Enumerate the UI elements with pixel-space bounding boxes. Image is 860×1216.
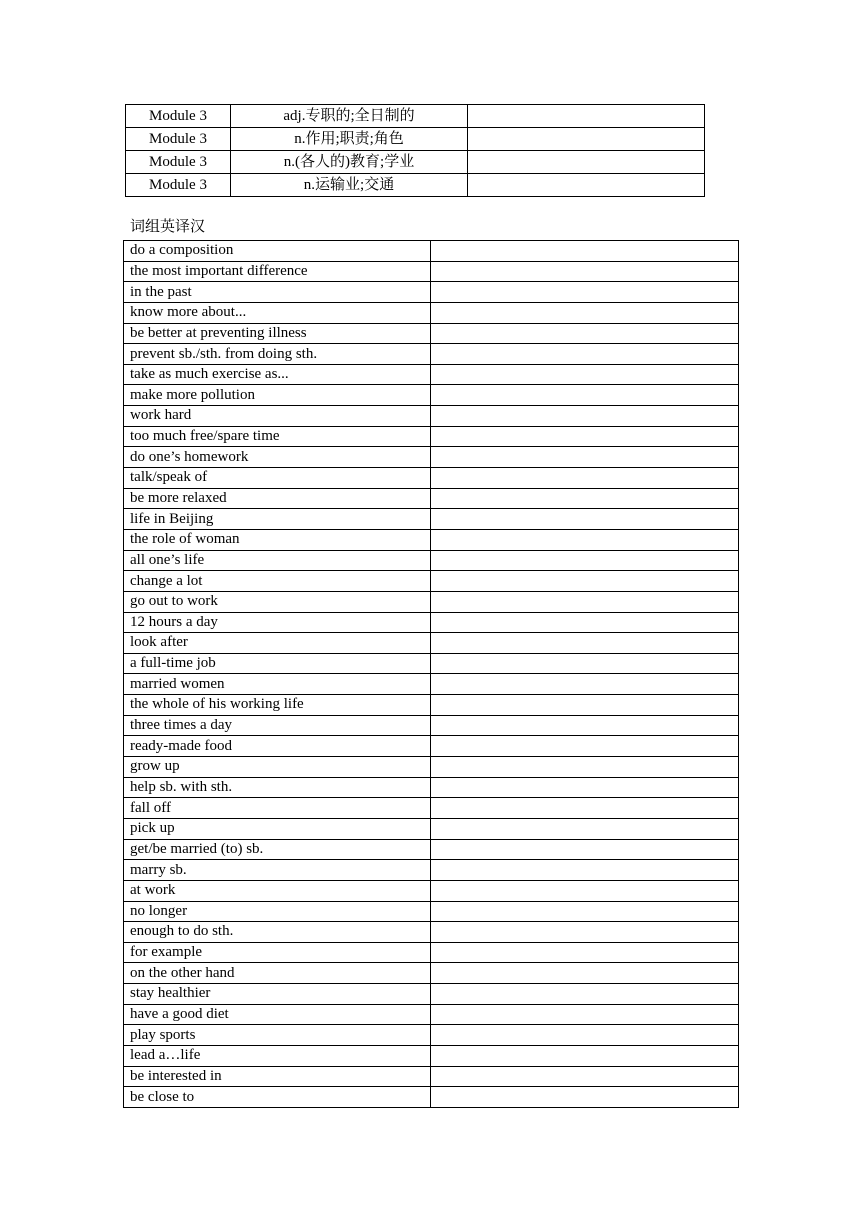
phrase-english-cell: know more about...	[124, 302, 431, 323]
phrase-row	[124, 591, 739, 612]
phrase-english-cell: life in Beijing	[124, 509, 431, 530]
phrase-row	[124, 984, 739, 1005]
phrase-row	[124, 901, 739, 922]
phrase-english-cell: fall off	[124, 798, 431, 819]
phrase-row	[124, 653, 739, 674]
phrase-table-body	[124, 241, 739, 1108]
phrase-row	[124, 1004, 739, 1025]
phrase-row	[124, 695, 739, 716]
vocab-module-cell: Module 3	[126, 128, 231, 151]
phrase-answer-cell[interactable]	[431, 488, 739, 509]
phrase-answer-cell[interactable]	[431, 344, 739, 365]
phrase-answer-cell[interactable]	[431, 633, 739, 654]
phrase-answer-cell[interactable]	[431, 1045, 739, 1066]
phrase-answer-cell[interactable]	[431, 901, 739, 922]
phrase-row	[124, 261, 739, 282]
phrase-answer-cell[interactable]	[431, 529, 739, 550]
phrase-answer-cell[interactable]	[431, 860, 739, 881]
phrase-row	[124, 942, 739, 963]
vocab-row	[126, 174, 705, 197]
phrase-english-cell: lead a…life	[124, 1045, 431, 1066]
phrase-answer-cell[interactable]	[431, 385, 739, 406]
phrase-row	[124, 447, 739, 468]
phrase-row	[124, 1087, 739, 1108]
phrase-english-cell: do one’s homework	[124, 447, 431, 468]
phrase-english-cell: talk/speak of	[124, 468, 431, 489]
phrase-answer-cell[interactable]	[431, 818, 739, 839]
phrase-english-cell: look after	[124, 633, 431, 654]
phrase-english-cell: go out to work	[124, 591, 431, 612]
phrase-english-cell: a full-time job	[124, 653, 431, 674]
vocabulary-table-body	[126, 105, 705, 197]
phrase-row	[124, 1066, 739, 1087]
phrase-answer-cell[interactable]	[431, 777, 739, 798]
phrase-row	[124, 633, 739, 654]
phrase-answer-cell[interactable]	[431, 241, 739, 262]
vocab-answer-cell[interactable]	[468, 128, 705, 151]
phrase-english-cell: be more relaxed	[124, 488, 431, 509]
phrase-english-cell: play sports	[124, 1025, 431, 1046]
vocab-module-cell: Module 3	[126, 151, 231, 174]
phrase-english-cell: in the past	[124, 282, 431, 303]
phrase-answer-cell[interactable]	[431, 798, 739, 819]
phrase-answer-cell[interactable]	[431, 571, 739, 592]
phrase-english-cell: do a composition	[124, 241, 431, 262]
phrase-english-cell: have a good diet	[124, 1004, 431, 1025]
vocab-meaning-cell: n.作用;职责;角色	[231, 128, 468, 151]
phrase-row	[124, 757, 739, 778]
phrase-answer-cell[interactable]	[431, 550, 739, 571]
vocab-meaning-cell: n.(各人的)教育;学业	[231, 151, 468, 174]
phrase-row	[124, 488, 739, 509]
phrase-row	[124, 529, 739, 550]
phrase-answer-cell[interactable]	[431, 1087, 739, 1108]
phrase-answer-cell[interactable]	[431, 984, 739, 1005]
phrase-english-cell: three times a day	[124, 715, 431, 736]
phrase-english-cell: ready-made food	[124, 736, 431, 757]
phrase-answer-cell[interactable]	[431, 922, 739, 943]
phrase-row	[124, 1045, 739, 1066]
vocab-module-cell: Module 3	[126, 174, 231, 197]
phrase-row	[124, 963, 739, 984]
phrase-row	[124, 385, 739, 406]
phrase-english-cell: on the other hand	[124, 963, 431, 984]
phrase-row	[124, 406, 739, 427]
phrase-english-cell: work hard	[124, 406, 431, 427]
phrase-english-cell: 12 hours a day	[124, 612, 431, 633]
phrase-answer-cell[interactable]	[431, 447, 739, 468]
phrase-row	[124, 282, 739, 303]
phrase-row	[124, 323, 739, 344]
phrase-row	[124, 922, 739, 943]
phrase-english-cell: help sb. with sth.	[124, 777, 431, 798]
phrase-row	[124, 777, 739, 798]
phrase-row	[124, 344, 739, 365]
phrase-row	[124, 839, 739, 860]
phrase-english-cell: too much free/spare time	[124, 426, 431, 447]
vocab-module-cell: Module 3	[126, 105, 231, 128]
vocab-meaning-cell: adj.专职的;全日制的	[231, 105, 468, 128]
phrase-english-cell: pick up	[124, 818, 431, 839]
phrase-english-cell: make more pollution	[124, 385, 431, 406]
phrase-english-cell: at work	[124, 880, 431, 901]
phrase-english-cell: the role of woman	[124, 529, 431, 550]
phrase-english-cell: be interested in	[124, 1066, 431, 1087]
phrase-answer-cell[interactable]	[431, 942, 739, 963]
phrase-answer-cell[interactable]	[431, 695, 739, 716]
phrase-row	[124, 860, 739, 881]
phrase-row	[124, 364, 739, 385]
phrase-row	[124, 509, 739, 530]
phrase-row	[124, 571, 739, 592]
phrase-translation-table	[123, 240, 739, 1108]
phrase-row	[124, 302, 739, 323]
vocab-row	[126, 151, 705, 174]
phrase-english-cell: get/be married (to) sb.	[124, 839, 431, 860]
phrase-english-cell: marry sb.	[124, 860, 431, 881]
phrase-answer-cell[interactable]	[431, 757, 739, 778]
phrase-answer-cell[interactable]	[431, 880, 739, 901]
phrase-english-cell: be better at preventing illness	[124, 323, 431, 344]
phrase-answer-cell[interactable]	[431, 963, 739, 984]
phrase-answer-cell[interactable]	[431, 1004, 739, 1025]
phrase-english-cell: the whole of his working life	[124, 695, 431, 716]
phrase-row	[124, 715, 739, 736]
vocab-row	[126, 128, 705, 151]
phrase-answer-cell[interactable]	[431, 302, 739, 323]
phrase-answer-cell[interactable]	[431, 715, 739, 736]
phrase-answer-cell[interactable]	[431, 612, 739, 633]
phrase-answer-cell[interactable]	[431, 468, 739, 489]
phrase-answer-cell[interactable]	[431, 509, 739, 530]
phrase-answer-cell[interactable]	[431, 364, 739, 385]
phrase-english-cell: change a lot	[124, 571, 431, 592]
phrase-english-cell: take as much exercise as...	[124, 364, 431, 385]
vocab-answer-cell[interactable]	[468, 105, 705, 128]
phrase-english-cell: prevent sb./sth. from doing sth.	[124, 344, 431, 365]
phrase-row	[124, 798, 739, 819]
phrase-answer-cell[interactable]	[431, 839, 739, 860]
phrase-row	[124, 241, 739, 262]
phrase-row	[124, 1025, 739, 1046]
phrase-answer-cell[interactable]	[431, 406, 739, 427]
phrase-row	[124, 612, 739, 633]
phrase-row	[124, 550, 739, 571]
phrase-english-cell: grow up	[124, 757, 431, 778]
phrase-answer-cell[interactable]	[431, 591, 739, 612]
phrase-row	[124, 674, 739, 695]
phrase-answer-cell[interactable]	[431, 1025, 739, 1046]
phrase-row	[124, 468, 739, 489]
phrase-english-cell: the most important difference	[124, 261, 431, 282]
phrase-answer-cell[interactable]	[431, 1066, 739, 1087]
vocabulary-table	[125, 104, 705, 197]
phrase-answer-cell[interactable]	[431, 736, 739, 757]
section-title: 词组英译汉	[130, 219, 206, 235]
phrase-answer-cell[interactable]	[431, 653, 739, 674]
phrase-english-cell: married women	[124, 674, 431, 695]
phrase-english-cell: for example	[124, 942, 431, 963]
phrase-row	[124, 818, 739, 839]
phrase-answer-cell[interactable]	[431, 426, 739, 447]
vocab-answer-cell[interactable]	[468, 174, 705, 197]
phrase-english-cell: all one’s life	[124, 550, 431, 571]
phrase-row	[124, 880, 739, 901]
phrase-answer-cell[interactable]	[431, 674, 739, 695]
phrase-answer-cell[interactable]	[431, 282, 739, 303]
vocab-row	[126, 105, 705, 128]
phrase-english-cell: no longer	[124, 901, 431, 922]
phrase-row	[124, 426, 739, 447]
phrase-english-cell: enough to do sth.	[124, 922, 431, 943]
phrase-row	[124, 736, 739, 757]
phrase-english-cell: stay healthier	[124, 984, 431, 1005]
vocab-answer-cell[interactable]	[468, 151, 705, 174]
vocab-meaning-cell: n.运输业;交通	[231, 174, 468, 197]
phrase-english-cell: be close to	[124, 1087, 431, 1108]
phrase-answer-cell[interactable]	[431, 261, 739, 282]
phrase-answer-cell[interactable]	[431, 323, 739, 344]
